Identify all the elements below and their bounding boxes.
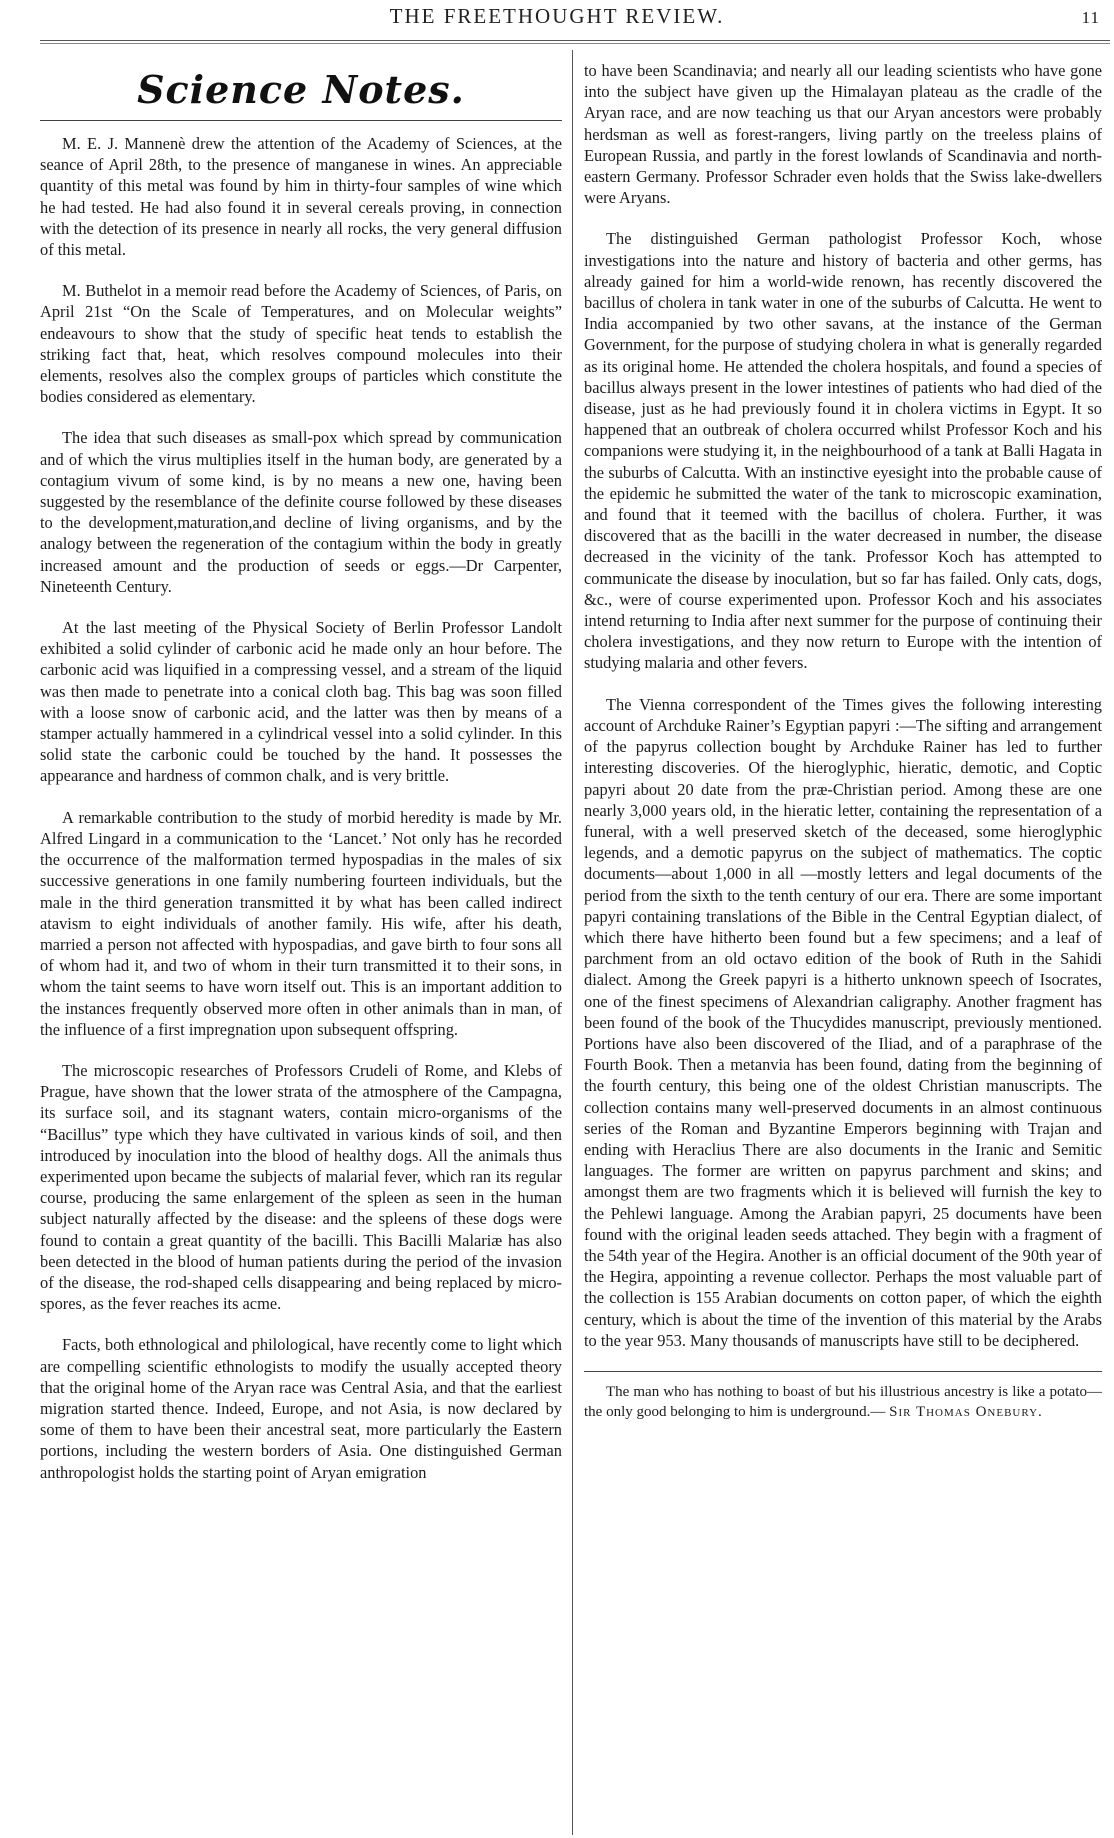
article-manganese: M. E. J. Mannenè drew the attention of the Academy of Sciences, at the seance of April 28th, to the presence of manganese in wines. An appreciable quantity of this metal was found by him in thirty-four samples of wine which he had tested. He had also found it in several cereals proving, in connection with the detection of its presence in nearly all rocks, the very general diffusion of this metal. (40, 134, 562, 260)
page-number: 11 (1081, 8, 1100, 27)
closing-quote (584, 1382, 1102, 1422)
column-divider (572, 50, 573, 1835)
title-rule (40, 120, 562, 121)
article-koch-cholera: The distinguished German pathologist Professor Koch, whose investigations into the nature and history of bacteria and other germs, has already gained for him a world-wide renown, has recently discovered the bacillus of cholera in tank water in one of the suburbs of Calcutta. He went to India accompanied by two other savans, at the instance of the German Government, for the purpose of studying cholera in what is generally regarded as its original home. He attended the cholera hospitals, and found a species of bacillus always present in the lower intestines of patients who had died of the disease, just as he had previously found it in cholera victims in Egypt. It so happened that an outbreak of cholera occurred whilst Professor Koch and his companions were studying it, in the neighbourhood of a tank at Balli Hagata in the suburbs of Calcutta. With an instinctive eyesight into the probable cause of the epidemic he submitted the water of the tank to microscopic examination, and found that it teemed with the bacillus of cholera. Further, it was discovered that as the bacilli in the water decreased in number, the disease decreased in the vicinity of the tank. Professor Koch has attempted to communicate the disease by inoculation, but so far has failed. Only cats, dogs, &c., were of course experimented upon. Professor Koch and his associates intend returning to India after next summer for the purpose of continuing their cholera investigations, and they now return to Europe with the intention of studying malaria and other fevers. (584, 229, 1103, 673)
article-contagium: The idea that such diseases as small-pox which spread by communication and of which the virus multiplies itself in the human body, are generated by a contagium vivum of some kind, is by no means a new one, having been suggested by the resemblance of the definite course followed by these diseases to the development,maturation,and decline of living organisms, and by the analogy between the regeneration of the contagium within the body in greatly increased amount and the production of seeds or eggs.—Dr Carpenter, Nineteenth Century. (40, 428, 562, 596)
header-rule (40, 40, 1110, 44)
footer-rule (584, 1371, 1102, 1372)
right-column (584, 60, 1102, 1422)
article-aryan-continued: to have been Scandinavia; and nearly all our leading scientists who have gone into the subject have given up the Himalayan plateau as the cradle of the Aryan race, and are now teaching us that our Aryan ancestors were probably herdsman as well as forest-rangers, living partly on the treeless plains of European Russia, and partly in the forest lowlands of Scandinavia and north-eastern Germany. Professor Schrader even holds that the Swiss lake-dwellers were Aryans. (584, 61, 1102, 208)
page-header (0, 4, 1114, 34)
article-egyptian-papyri: The Vienna correspondent of the Times gives the following interesting account of Archduke Rainer’s Egyptian papyri :—The sifting and arrangement of the papyrus collection bought by Archduke Rainer has led to further interesting discoveries. Of the hieroglyphic, hieratic, demotic, and Coptic papyri about 20 date from the præ-Christian period. Among these are one nearly 3,000 years old, in the hieratic letter, containing the representation of a funeral, with a well preserved sketch of the deceased, some hieroglyphic legends, and a demotic papyrus on the subject of mathematics. The coptic documents—about 1,000 in all —mostly letters and legal documents of the period from the sixth to the tenth century of our era. There are some important papyri containing translations of the Bible in the Central Egyptian dialect, of which there have hitherto been found but a few specimens; and a leaf of parchment from an old octavo edition of the book of Ruth in the Sahidi dialect. Among the Greek papyri is a hitherto unknown speech of Isocrates, one of the finest specimens of Alexandrian caligraphy. Another fragment has been found of the book of the Thucydides manuscript, previously mentioned. Portions have also been discovered of the Iliad, and of a paraphrase of the Fourth Book. Then a metanvia has been found, dating from the beginning of the fourth century, this being one of the oldest Christian manuscripts. The collection contains many well-preserved documents in an almost continuous series of the Roman and Byzantine Emperors beginning with Trajan and ending with Heraclius There are also documents in the Iranic and Semitic languages. The former are written on papyrus parchment and skins; and amongst them are two fragments which it is believed will furnish the key to the Pehlewi language. Among the Arabian papyri, 25 documents have been found with the original leaden seeds attached. They begin with a fragment of the 54th year of the Hegira. Another is an official document of the 90th year of the Hegira, appointing a revenue collector. Perhaps the most valuable part of the collection is 155 Arabian documents on cotton paper, of which the eighth century, which is about the time of the invention of this material by the Arabs to the year 953. Many thousands of manuscripts have still to be deciphered. (584, 694, 1102, 1350)
left-column (40, 58, 562, 1503)
article-bacillus-malaria: The microscopic researches of Professors Crudeli of Rome, and Klebs of Prague, have shown that the lower strata of the atmosphere of the Campagna, its surface soil, and its stagnant waters, contain micro-organisms of the “Bacillus” type which they have cultivated in various kinds of soil, and then introduced by inoculation into the blood of healthy dogs. All the animals thus experimented upon became the subjects of malarial fever, which ran its regular course, producing the same enlargement of the spleen as seen in the human subject naturally affected by the disease: and the spleens of these dogs were found to contain a great quantity of the bacilli. This Bacilli Malariæ has also been detected in the blood of human patients during the period of the invasion of the disease, the rod-shaped cells disappearing and being replaced by micro-spores, as the fever reaches its acme. (40, 1060, 562, 1314)
quote-author: Sir Thomas Onebury. (889, 1403, 1043, 1420)
article-carbonic-acid: At the last meeting of the Physical Society of Berlin Professor Landolt exhibited a solid cylinder of carbonic acid he made only an hour before. The carbonic acid was liquified in a compressing vessel, and a stream of the liquid was then made to penetrate into a conical cloth bag. This bag was soon filled with a loose snow of carbonic acid, and the latter was then by means of a stamper actually hammered in a cylindrical vessel into a solid cylinder. In this solid state the carbonic could be touched by the hand. It possesses the appearance and hardness of common chalk, and is very brittle. (40, 618, 562, 786)
section-title: Science Notes. (137, 67, 465, 112)
quote-text: The man who has nothing to boast of but his illustrious ancestry is like a potato—the only good belonging to him is underground.— (584, 1383, 1102, 1420)
article-heredity: A remarkable contribution to the study of morbid heredity is made by Mr. Alfred Lingard in a communication to the ‘Lancet.’ Not only has he recorded the occurrence of the malformation termed hypospadias in the males of six successive generations in one family numbering fourteen individuals, but the male in the third generation transmitted it by what has been called indirect atavism to eight individuals of another family. His wife, after his death, married a person not affected with hypospadias, and gave birth to four sons all of whom had it, and two of whom in their turn transmitted it to their sons, in whom the taint seems to have worn itself out. This is an important addition to the instances frequently observed more often in other animals than in man, of the influence of a first impregnation upon subsequent offspring. (40, 807, 562, 1039)
article-temperatures: M. Buthelot in a memoir read before the Academy of Sciences, of Paris, on April 21st “On the Scale of Temperatures, and on Molecular weights” endeavours to show that the study of specific heat tends to establish the striking fact that, heat, which resolves compound molecules into their elements, resolves also the complex groups of particles which constitute the bodies considered as elementary. (40, 281, 562, 407)
publication-title: THE FREETHOUGHT REVIEW. (389, 4, 725, 28)
article-aryan-origin: Facts, both ethnological and philological, have recently come to light which are compelling scientific ethnologists to modify the usually accepted theory that the original home of the Aryan race was Central Asia, and that the earliest migration started thence. Indeed, Europe, and not Asia, is now declared by some of them to have been their ancestral seat, more particularly the Eastern portions, including the western borders of Asia. One distinguished German anthropologist holds the starting point of Aryan emigration (40, 1335, 562, 1482)
